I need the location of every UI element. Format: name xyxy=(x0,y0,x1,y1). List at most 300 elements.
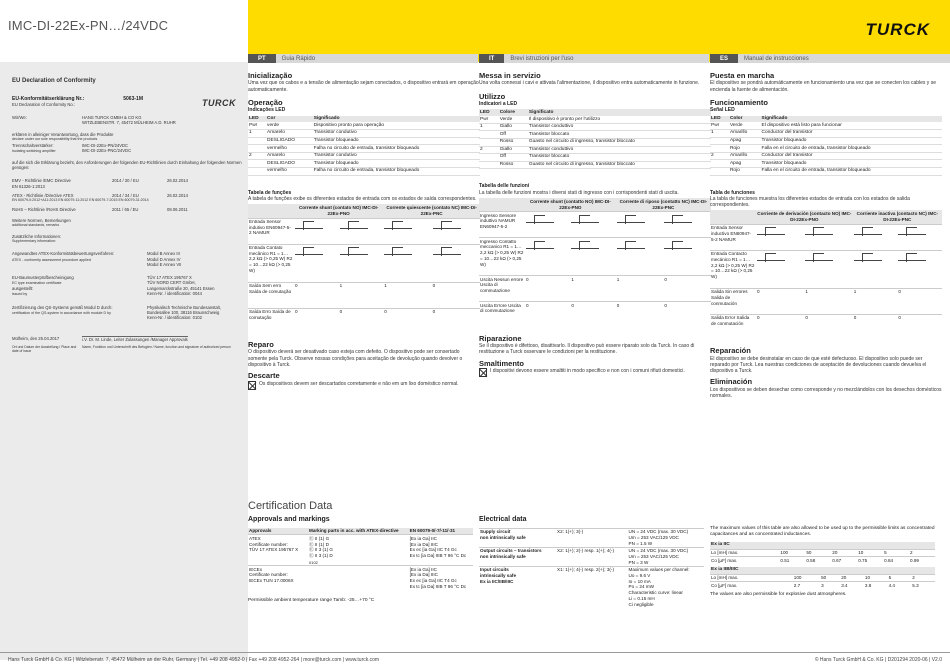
sole-resp-en: declare under our sole responsibility that the products xyxy=(12,136,98,141)
cell: 1 xyxy=(616,276,664,302)
issued-en: issued by xyxy=(12,292,28,297)
cell: 1 xyxy=(479,123,499,131)
signal-diagram xyxy=(383,218,431,244)
cell: 0 xyxy=(525,302,570,328)
cell: 0 xyxy=(432,282,480,308)
brand-band xyxy=(248,0,950,62)
th: EN 60079-0/-7/-11/-31 xyxy=(409,528,473,535)
cell: 0 xyxy=(294,308,339,334)
signer: i.V. Dr. M. Linde, Leiter Zulassungen /Manager Approvals xyxy=(82,337,188,343)
pt-led-table xyxy=(248,116,480,176)
cell xyxy=(710,137,729,145)
cell: Ingresso Sensore induttivo NAMUR EN60947-5-2 xyxy=(479,212,525,238)
section-header-es xyxy=(710,54,950,63)
doc-label: EU-Konformitätserklärung Nr.: xyxy=(12,95,85,102)
cell: El dispositivo está listo para funcionar xyxy=(761,122,942,129)
cell: Supply circuit non intrinsically safe xyxy=(479,528,556,547)
ex-marking: Ex tc [ia Da] IIIB T 96 °C Dc xyxy=(409,583,467,589)
table-row xyxy=(479,528,704,547)
footer-address: Hans Turck GmbH & Co. KG | Witzlebenstr. 7, 45472 Mülheim an der Ruhr, Germany | Tel. +49 208 4952-0 | Fax +49 208 4952-264 | more@turck.com | www.turck.com xyxy=(8,657,380,663)
pt-op-title: Operação xyxy=(248,97,283,107)
cell: 2 xyxy=(911,574,935,582)
cell: UN = 24 VDC (max. 30 VDC) Um = 253 VAC/125 VDC PN = 1.5 W xyxy=(628,528,704,547)
cell: Transistor bloccato xyxy=(528,131,711,139)
cell: Transistor conduttivo xyxy=(528,146,711,154)
th: Colore xyxy=(499,109,528,116)
cell: Giallo xyxy=(499,123,528,131)
signal-diagram xyxy=(294,244,339,282)
wheelie-bin-icon xyxy=(479,368,487,377)
th: LED xyxy=(248,116,266,123)
cell xyxy=(479,154,499,162)
cell: DESLIGADO xyxy=(266,137,313,145)
ambient-temp: Permissible ambient temperature range Tamb: -25…+70 °C xyxy=(248,597,375,603)
cell: UN = 24 VDC (max. 30 VDC) Um = 253 VAC/125 VDC PN = 3 W xyxy=(628,547,704,566)
iib-title: Ex ia IIB/IIIC xyxy=(710,567,935,574)
cell: Falha no circuito de entrada, transistor bloqueado xyxy=(313,167,480,175)
electrical-section xyxy=(479,516,704,608)
signal-diagram xyxy=(663,212,711,238)
table-row xyxy=(479,547,704,566)
cell: 1 xyxy=(570,276,615,302)
cell: Transistor bloqueado xyxy=(761,160,942,168)
table-row xyxy=(248,160,480,168)
cell: 0 xyxy=(663,276,711,302)
cell: Output circuits – transistors non intrinsically safe xyxy=(479,547,556,566)
ex-marking: [Ex ia Da] IIIC xyxy=(409,541,438,547)
pt-disposal-text: Os dispositivos devem ser descartados corretamente e não em um lixo doméstico normal. xyxy=(259,380,459,387)
table-row xyxy=(710,549,935,557)
es-disposal-title: Eliminación xyxy=(710,377,753,387)
table-row xyxy=(479,116,711,123)
cell: 2 xyxy=(909,549,935,557)
table-row xyxy=(710,224,942,250)
cell: Falha no circuito de entrada, transistor bloqueado xyxy=(313,145,480,153)
cell: 0 xyxy=(897,288,942,314)
cell: Co [µF] max. xyxy=(710,557,779,564)
cell: Guasto nel circuito di ingresso, transistor bloccato xyxy=(528,161,711,169)
cell: Il dispositivo è pronto per l'utilizzo xyxy=(528,116,711,123)
cell: 100 xyxy=(779,549,805,557)
sole-resp: erklären in alleiniger Verantwortung, dass die Produkte xyxy=(12,131,114,137)
declaration-content xyxy=(12,78,242,353)
further: Weitere Normen, Bemerkungen xyxy=(12,217,71,223)
atex-block: ATEX Certificate number: TÜV 17 ATEX 195767 X xyxy=(248,535,308,566)
cell: DESLIGADO xyxy=(266,160,313,168)
declaration-heading: EU Declaration of Conformity xyxy=(12,78,96,84)
electrical-table xyxy=(479,528,704,608)
table-row xyxy=(710,160,942,168)
we-line xyxy=(12,115,242,126)
pt-func-text: A tabela de funções exibe os diferentes estados de entrada com os estados de saída correspondentes. xyxy=(248,195,477,202)
cell: 0.58 xyxy=(805,557,831,564)
cell: 0.84 xyxy=(883,557,909,564)
it-inst-title: Messa in servizio xyxy=(479,71,541,80)
signal-diagram xyxy=(339,218,384,244)
it-led-title: Indicatori a LED xyxy=(479,101,518,107)
cell: Conductor del transistor xyxy=(761,152,942,160)
th: Significato xyxy=(528,109,711,116)
cell: 0 xyxy=(294,282,339,308)
cell: Rojo xyxy=(729,145,761,153)
pt-led-title: Indicações LED xyxy=(248,107,286,114)
approvals-section xyxy=(248,516,473,604)
electrical-title: Electrical data xyxy=(479,516,527,523)
th: LED xyxy=(479,109,499,116)
table-row xyxy=(710,557,935,564)
signal-diagram xyxy=(525,238,570,276)
product-label: Trennschaltverstärker: xyxy=(12,143,54,149)
cell xyxy=(710,160,729,168)
pt-func-title: Tabela de funções xyxy=(248,189,292,196)
document-title: IMC-DI-22Ex-PN…/24VDC xyxy=(8,18,169,33)
cell: Transistor bloqueado xyxy=(761,137,942,145)
cell: Amarelo xyxy=(266,152,313,160)
modules: Modul B Annex III Modul D Annex IV Modul E Annex VII xyxy=(147,251,182,267)
table-row xyxy=(479,276,711,302)
cell: 0 xyxy=(853,314,898,340)
cell: 3.8 xyxy=(864,582,888,589)
cell: 5 xyxy=(883,549,909,557)
it-function-table xyxy=(479,198,711,328)
ex-marking: [Ex ia Da] IIIC xyxy=(409,572,438,578)
cell xyxy=(479,161,499,169)
th: Significado xyxy=(761,116,942,123)
table-row xyxy=(710,145,942,153)
cell: Transistor bloqueado xyxy=(313,137,480,145)
cell: Uscita Nessun errore Uscita di commutazione xyxy=(479,276,525,302)
cell: 0.67 xyxy=(831,557,857,564)
cell: 0.75 xyxy=(857,557,883,564)
cell: X1: 1(+); 4(-) resp. 2(+); 3(-) xyxy=(556,566,627,607)
max-note: The maximum values of this table are also allowed to be used up to the permissible limits as concentrated capacitances and as concentrated inductances. xyxy=(710,526,935,537)
cell: 0 xyxy=(663,302,711,328)
cell: X2: 1(+); 3(-) xyxy=(556,528,627,547)
th: Corrente shunt (contatto NO) IMC-DI-22Ex-PNO xyxy=(525,198,616,212)
cell: Transistor condutivo xyxy=(313,130,480,138)
th xyxy=(479,198,525,212)
approvals-title: Approvals and markings xyxy=(248,516,330,523)
cell: 1 xyxy=(853,288,898,314)
cell: Rosso xyxy=(499,138,528,146)
cell: 0.99 xyxy=(909,557,935,564)
cell: 0 xyxy=(804,314,852,340)
cell: Conductor del transistor xyxy=(761,130,942,138)
iecex-ex xyxy=(409,566,473,590)
signal-diagram xyxy=(756,250,804,288)
product-line xyxy=(12,143,242,154)
th: Corriente de derivación (contacto NO) IMC-DI-22Ex-PNO xyxy=(756,210,853,224)
cell xyxy=(248,137,266,145)
lang-code-es: ES xyxy=(710,54,738,63)
it-func-title: Tabella delle funzioni xyxy=(479,183,530,190)
guide-label-it: Brevi istruzioni per l'uso xyxy=(510,55,574,62)
iic-title: Ex ia IIC xyxy=(710,542,935,549)
es-disposal-text: Los dispositivos se deben desechar como corresponde y no mezclándolos con los desechos domésticos normales. xyxy=(710,386,942,399)
cell: 1 xyxy=(710,130,729,138)
signal-diagram xyxy=(616,212,664,238)
es-inst-text: El dispositivo se pondrá automáticamente en funcionamiento una vez que se conecten los cables y se encienda la fuente de alimentación. xyxy=(710,80,936,93)
qs-line xyxy=(12,305,242,321)
ce-code: 0102 xyxy=(309,559,318,565)
doc-label-en: EU Declaration of Conformity No.: xyxy=(12,101,76,107)
th: Corriente inactiva (contacto NC) IMC-DI-22Ex-PNC xyxy=(853,210,942,224)
rohs-label: RoHS – Richtlinie /RoHS Directive xyxy=(12,206,76,212)
cell: Co [µF] max. xyxy=(710,582,793,589)
we-value: HANS TURCK GMBH & CO KG WITZLEBENSTR. 7, 45472 MÜLHEIM A.D. RUHR xyxy=(82,115,176,126)
typecert: EU-Baumusterprüfbescheinigung xyxy=(12,275,74,281)
cell: verde xyxy=(266,122,313,129)
table-row xyxy=(479,123,711,131)
es-op-title: Funcionamiento xyxy=(710,97,768,107)
cell: Apag xyxy=(729,160,761,168)
cell: Maximum values per channel: Uo = 9.6 V Io = 10 mA Po = 24 mW Characteristic curve: linear Li = 0.15 mH Ci negligible xyxy=(628,566,704,607)
cell xyxy=(248,167,266,175)
signal-diagram xyxy=(383,244,431,282)
cell: 1 xyxy=(383,282,431,308)
table-row xyxy=(248,282,480,308)
es-led-table xyxy=(710,116,942,176)
pt-disposal-line xyxy=(248,381,480,390)
cell: 20 xyxy=(840,574,864,582)
cell: Saída Sem erro Saída de comutação xyxy=(248,282,294,308)
cell: vermelho xyxy=(266,145,313,153)
table-row xyxy=(479,238,711,276)
cell: Falla en el circuito de entrada, transistor bloqueado xyxy=(761,145,942,153)
table-row xyxy=(479,138,711,146)
cell: Transistor bloccato xyxy=(528,154,711,162)
cell: 3.4 xyxy=(840,582,864,589)
table-row xyxy=(248,218,480,244)
cell: 0 xyxy=(756,288,804,314)
it-led-table xyxy=(479,109,711,169)
cell: Pwr xyxy=(710,122,729,129)
table-row xyxy=(710,288,942,314)
pt-function-table xyxy=(248,204,480,334)
pt-repair-text: O dispositivo deverá ser desativado caso esteja com defeito. O dispositivo pode ser consertado somente pela Turck. Observe nossas condições para aceitação de devolução quando devolver o dispositivo à Turck. xyxy=(248,349,463,368)
certification-title: Certification Data xyxy=(248,500,333,512)
cell: Salida Sin errores Salida de conmutación xyxy=(710,288,756,314)
cell: 50 xyxy=(820,574,840,582)
es-func-text: La tabla de funciones muestra los diferentes estados de entrada con los estados de salida correspondientes. xyxy=(710,195,910,209)
cell: Transistor conduttivo xyxy=(528,123,711,131)
signal-diagram xyxy=(853,224,898,250)
signal-diagram xyxy=(432,244,480,282)
table-row xyxy=(248,244,480,282)
table-row xyxy=(479,212,711,238)
signal-diagram xyxy=(663,238,711,276)
product-value: IMC-DI-22Ex-PN/24VDC IMC-DI-22Ex-PNC/24VDC xyxy=(82,143,132,154)
it-op-title: Utilizzo xyxy=(479,91,506,101)
additional-en: Supplementary information: xyxy=(12,238,56,243)
iib-table xyxy=(710,574,935,589)
cell xyxy=(479,138,499,146)
th: Corrente shunt (contato NO) IMC-DI-22Ex-PNO xyxy=(294,204,383,218)
cell: Amarillo xyxy=(729,130,761,138)
emc-code: 2014 / 30 / EU xyxy=(112,178,139,184)
it-disposal-line xyxy=(479,368,711,377)
cell: 3 xyxy=(820,582,840,589)
lang-code-it: IT xyxy=(479,54,504,63)
page-footer xyxy=(0,652,950,672)
table-row xyxy=(248,152,480,160)
issued: ausgestellt: xyxy=(12,285,34,291)
cell: 0 xyxy=(383,308,431,334)
it-disposal-title: Smaltimento xyxy=(479,358,525,368)
section-header-pt xyxy=(248,54,478,63)
ex-marking: [Ex ia Ga] IIC xyxy=(409,535,437,541)
cell xyxy=(479,131,499,139)
rohs-date: 08.06.2011 xyxy=(167,206,188,212)
signal-diagram xyxy=(570,212,615,238)
cell: 0 xyxy=(570,302,615,328)
th: Cor xyxy=(266,116,313,123)
table-row xyxy=(710,250,942,288)
typecert-line xyxy=(12,275,242,296)
doc-number: 5063-1M xyxy=(123,95,143,102)
ex-note: The values are also permissible for explosive dust atmospheres. xyxy=(710,592,847,597)
place: Mülheim, den 25.04.2017 xyxy=(12,336,60,342)
cell: Lo [mH] max. xyxy=(710,549,779,557)
atex-marks xyxy=(308,535,409,566)
table-row xyxy=(710,130,942,138)
atex-ex xyxy=(409,535,473,566)
rohs-code: 2011 / 65 / EU xyxy=(112,206,139,212)
ex-marking: Ex tc [ia Da] IIIB T 96 °C Dc xyxy=(409,553,467,559)
table-row xyxy=(248,130,480,138)
table-row xyxy=(479,161,711,169)
atex-date: 26.02.2014 xyxy=(167,192,188,198)
cell: 100 xyxy=(793,574,820,582)
guide-label-pt: Guia Rápido xyxy=(281,55,316,62)
th: Approvals xyxy=(248,528,308,535)
table-row xyxy=(710,152,942,160)
it-disposal-text: I dispositivi devono essere smaltiti in modo specifico e non con i comuni rifiuti domestici. xyxy=(490,368,685,374)
emc-norm: EN 61326-1:2013 xyxy=(12,183,45,189)
wheelie-bin-icon xyxy=(248,381,256,390)
th xyxy=(710,210,756,224)
place-en: Ort und Datum der Ausstellung / Place and date of issue xyxy=(12,344,77,353)
standards-intro: auf die sich die Erklärung bezieht, den Anforderungen der folgenden EU-Richtlinien durch Einhaltung der folgenden Normen genügen: xyxy=(12,159,242,171)
pt-repair-title: Reparo xyxy=(248,340,274,349)
ex-marking: Ex ec [ia Ga] IIC T4 Gc xyxy=(409,578,457,584)
table-row xyxy=(710,122,942,129)
mark: Ⓔ II (1) D xyxy=(309,541,329,547)
name-en: Name, Funktion und Unterschrift des Befugten / Name, function and signature of authorized person xyxy=(82,344,231,349)
column-es xyxy=(710,68,942,399)
guide-label-es: Manual de instrucciones xyxy=(744,55,809,62)
es-function-table xyxy=(710,210,942,340)
cell: Off xyxy=(499,154,528,162)
it-func-text: La tabella delle funzioni mostra i diversi stati di ingresso con i corrispondenti stati di uscita. xyxy=(479,189,679,196)
pt-inst-text: Uma vez que os cabos e a tensão de alimentação sejam conectados, o dispositivo entrará em operação automaticamente. xyxy=(248,80,479,93)
lang-code-pt: PT xyxy=(248,54,276,63)
table-row xyxy=(479,566,704,607)
cell: Uscita Errore Uscita di commutazione xyxy=(479,302,525,328)
signal-diagram xyxy=(570,238,615,276)
pt-inst-title: Inicialização xyxy=(248,71,293,80)
ex-marking: Ex ec [ia Ga] IIC T4 Gc xyxy=(409,547,457,553)
atex-code: 2014 / 34 / EU xyxy=(112,192,139,198)
th: LED xyxy=(710,116,729,123)
cell: 50 xyxy=(805,549,831,557)
table-row xyxy=(479,131,711,139)
cell: 2.7 xyxy=(793,582,820,589)
iic-table xyxy=(710,549,935,564)
cell: 1 xyxy=(248,130,266,138)
cell: 2 xyxy=(248,152,266,160)
cell: Input circuits intrinsically safe Ex ia IIC/IIB/IIIC xyxy=(479,566,556,607)
cell: Saída Erro Saída de comutação xyxy=(248,308,294,334)
table-row xyxy=(248,137,480,145)
cell: Transistor bloqueado xyxy=(313,160,480,168)
cell xyxy=(710,167,729,175)
cell: 0 xyxy=(756,314,804,340)
emc-label: EMV - Richtlinie /EMC Directive xyxy=(12,178,71,184)
footer-copyright: © Hans Turck GmbH & Co. KG | D201294 2020-06 | V2.0 xyxy=(814,657,942,663)
signal-diagram xyxy=(339,244,384,282)
cell: 10 xyxy=(857,549,883,557)
cell: Falla en el circuito de entrada, transistor bloqueado xyxy=(761,167,942,175)
cell: 1 xyxy=(804,288,852,314)
es-led-title: Señal LED xyxy=(710,107,735,114)
additional: Zusätzliche Informationen: xyxy=(12,233,62,239)
table-row xyxy=(479,302,711,328)
signal-diagram xyxy=(756,224,804,250)
applied-en: ATEX - conformity assessment procedure applied xyxy=(12,257,91,262)
cell: 0 xyxy=(616,302,664,328)
cell: Pwr xyxy=(479,116,499,123)
typecert-en: EC type examination certificate xyxy=(12,281,62,286)
approvals-table xyxy=(248,528,473,590)
cell: 0.51 xyxy=(779,557,805,564)
cell: 5.3 xyxy=(911,582,935,589)
table-row xyxy=(248,122,480,129)
cell xyxy=(248,160,266,168)
mark: Ⓔ II 3 (1) D xyxy=(309,553,333,559)
cell: Pwr xyxy=(248,122,266,129)
cell: Apag xyxy=(729,137,761,145)
pt-disposal-title: Descarte xyxy=(248,371,280,381)
table-row xyxy=(710,314,942,340)
table-row xyxy=(248,167,480,175)
cell: Salida Error Salida de conmutación xyxy=(710,314,756,340)
th xyxy=(248,204,294,218)
signal-diagram xyxy=(294,218,339,244)
cell: Entrada Sensor inductivo EN60947-5-2 NAMUR xyxy=(710,224,756,250)
th: Color xyxy=(729,116,761,123)
cell: 10 xyxy=(864,574,888,582)
cell: Entrada Contacto mecánico R1 = 1…2,2 kΩ (> 0,25 W) R2 = 10…22 kΩ (> 0,25 W) xyxy=(710,250,756,288)
cell: 4.4 xyxy=(888,582,912,589)
column-pt xyxy=(248,68,480,390)
table-row xyxy=(248,566,473,590)
cell: Ingresso Contatto meccanico R1 = 1…2,2 kΩ (> 0,25 W) R2 = 10…22 kΩ (> 0,25 W) xyxy=(479,238,525,276)
it-repair-text: Se il dispositivo è difettoso, disattivarlo. Il dispositivo può essere riparato solo da Turck. In caso di restituzione a Turck osservare le condizioni per la restituzione. xyxy=(479,343,695,356)
cell: Rosso xyxy=(499,161,528,169)
cell: 0 xyxy=(339,308,384,334)
signal-diagram xyxy=(525,212,570,238)
turck-logo: TURCK xyxy=(865,20,930,39)
column-it xyxy=(479,68,711,377)
signature-caption xyxy=(12,345,242,354)
ptb: Physikalisch Technische Bundesanstalt, Bundesallee 100, 38116 Braunschweig Kenn-Nr. / identification: 0102 xyxy=(147,304,221,321)
table-row xyxy=(710,582,935,589)
es-inst-title: Puesta en marcha xyxy=(710,71,775,80)
tuv: TÜV 17 ATEX 195767 X TÜV NORD CERT GmbH, Langemarckstraße 20, 45141 Essen Kenn-Nr. / identification: 0044 xyxy=(147,275,215,296)
further-en: additional standards, remarks xyxy=(12,223,60,228)
table-row xyxy=(248,535,473,566)
